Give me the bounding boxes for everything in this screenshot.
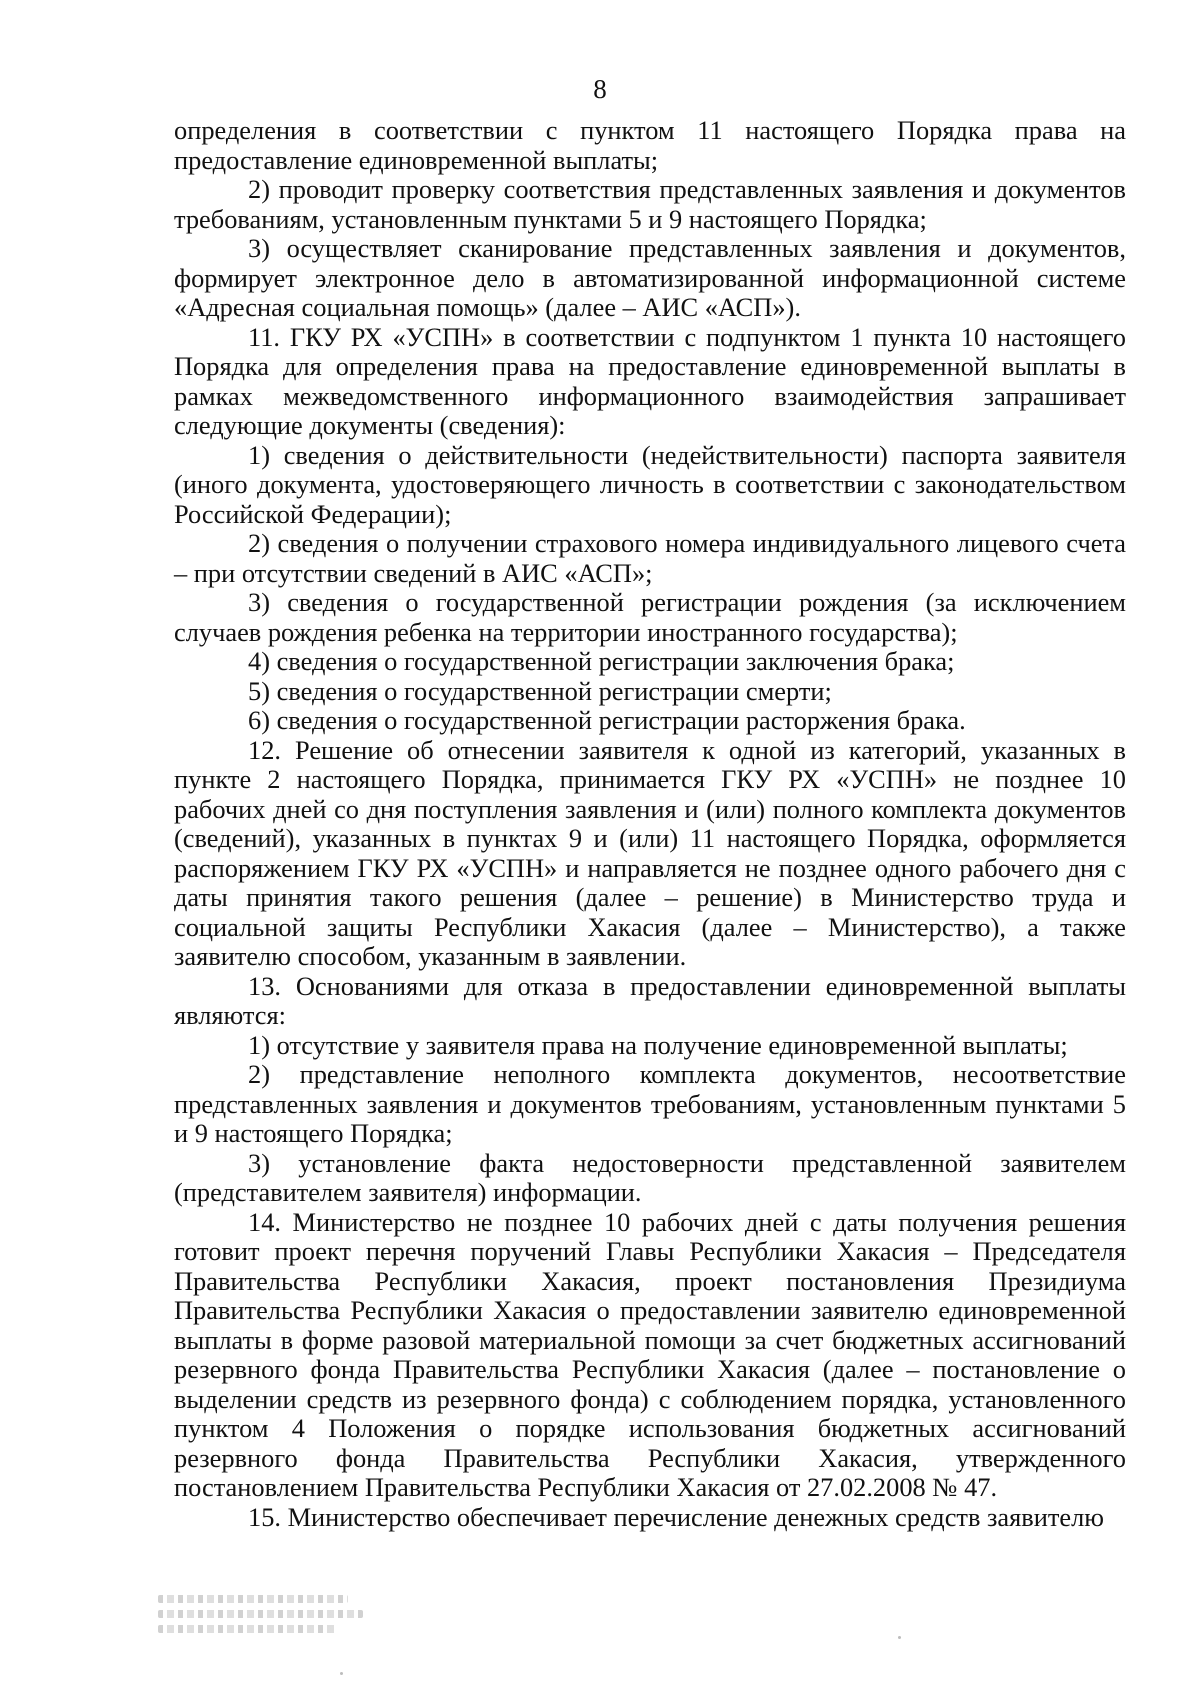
scan-speck	[898, 1636, 901, 1639]
paragraph: 4) сведения о государственной регистрации заключения брака;	[248, 646, 955, 676]
paragraph: 2) проводит проверку соответствия представленных заявления и документов требованиям, установленным пунктами 5 и 9 настоящего Порядка;	[174, 174, 1126, 234]
paragraph: 3) установление факта недостоверности представленной заявителем (представителем заявителя) информации.	[174, 1147, 1126, 1207]
paragraph: 6) сведения о государственной регистрации расторжения брака.	[248, 705, 966, 735]
paragraph: 14. Министерство не позднее 10 рабочих дней с даты получения решения готовит проект перечня поручений Главы Республики Хакасия – Председателя Правительства Республики Хакасия, проект постановления Президиума Правительства Республики Хакасия о предоставлении заявителю единовременной выплаты в форме разовой материальной помощи за счет бюджетных ассигнований резервного фонда Правительства Республики Хакасия (далее – постановление о выделении средств из резервного фонда) с соблюдением порядка, установленного пунктом 4 Положения о порядке использования бюджетных ассигнований резервного фонда Правительства Республики Хакасия, утвержденного постановлением Правительства Республики Хакасия от 27.02.2008 № 47.	[174, 1206, 1126, 1502]
document-body	[174, 116, 1126, 1532]
paragraph: 5) сведения о государственной регистрации смерти;	[248, 675, 832, 706]
paragraph: 15. Министерство обеспечивает перечисление денежных средств заявителю	[248, 1501, 1104, 1532]
paragraph: определения в соответствии с пунктом 11 настоящего Порядка права на предоставление единовременной выплаты;	[174, 115, 1126, 175]
paragraph: 3) осуществляет сканирование представленных заявления и документов, формирует электронное дело в автоматизированной информационной системе «Адресная социальная помощь» (далее – АИС «АСП»).	[174, 233, 1126, 322]
paragraph: 11. ГКУ РХ «УСПН» в соответствии с подпунктом 1 пункта 10 настоящего Порядка для определения права на предоставление единовременной выплаты в рамках межведомственного информационного взаимодействия запрашивает следующие документы (сведения):	[174, 321, 1126, 440]
paragraph: 1) сведения о действительности (недействительности) паспорта заявителя (иного документа, удостоверяющего личность в соответствии с законодательством Российской Федерации);	[174, 439, 1126, 529]
paragraph: 3) сведения о государственной регистрации рождения (за исключением случаев рождения ребенка на территории иностранного государства);	[174, 587, 1126, 647]
paragraph: 2) сведения о получении страхового номера индивидуального лицевого счета – при отсутствии сведений в АИС «АСП»;	[174, 528, 1126, 588]
paragraph: 2) представление неполного комплекта документов, несоответствие представленных заявления и документов требованиям, установленным пунктами 5 и 9 настоящего Порядка;	[174, 1059, 1126, 1148]
paragraph: 13. Основаниями для отказа в предоставлении единовременной выплаты являются:	[174, 970, 1126, 1030]
faded-stamp	[158, 1588, 372, 1644]
paragraph: 12. Решение об отнесении заявителя к одной из категорий, указанных в пункте 2 настоящего Порядка, принимается ГКУ РХ «УСПН» не позднее 10 рабочих дней со дня поступления заявления и (или) полного комплекта документов (сведений), указанных в пунктах 9 и (или) 11 настоящего Порядка, оформляется распоряжением ГКУ РХ «УСПН» и направляется не позднее одного рабочего дня с даты принятия такого решения (далее – решение) в Министерство труда и социальной защиты Республики Хакасия (далее – Министерство), а также заявителю способом, указанным в заявлении.	[174, 734, 1126, 971]
paragraph: 1) отсутствие у заявителя права на получение единовременной выплаты;	[248, 1029, 1068, 1060]
scan-speck	[340, 1672, 343, 1675]
page-number: 8	[593, 74, 607, 104]
